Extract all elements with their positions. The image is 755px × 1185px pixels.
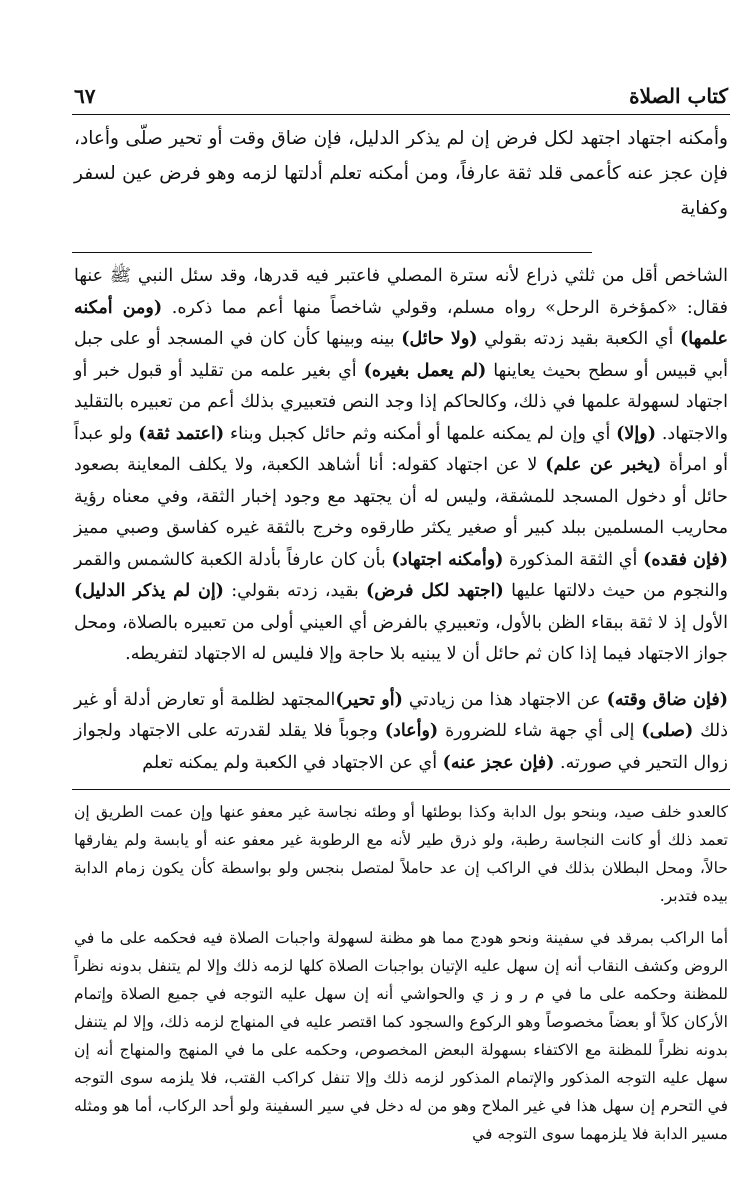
commentary-text: بينه وبينها كأن كان في المسجد أو على جبل أبي قبيس أو سطح بحيث يعاينها (74, 329, 729, 381)
commentary (72, 261, 730, 779)
main-text: وأمكنه اجتهاد اجتهد لكل فرض إن لم يذكر الدليل، فإن ضاق وقت أو تحير صلّى وأعاد، فإن عجز عنه كأعمى قلد ثقة عارفاً، ومن أمكنه تعلم أدلتها لزمه وهو فرض عين لسفر وكفاية (74, 128, 728, 219)
commentary-text: المجتهد لظلمة أو تعارض أدلة أو غير ذلك (74, 689, 729, 741)
running-title: كتاب الصلاة (629, 84, 728, 108)
commentary-text: الشاخص أقل من ثلثي ذراع لأنه سترة المصلي فاعتبر فيه قدرها، وقد سئل النبي ﷺ عنها فقال: «كمؤخرة الرحل» رواه مسلم، وقولي شاخصاً منها أعم مما ذكره. (74, 266, 728, 318)
lemma-bold: (ولا حائل) (401, 329, 478, 349)
lemma-bold: (إن لم يذكر الدليل) (74, 581, 224, 601)
commentary-text: وجوباً فلا يقلد لقدرته على الاجتهاد ولجواز زوال التحير في صورته. (74, 721, 728, 773)
commentary-text: أي وإن لم يمكنه علمها أو أمكنه وثم حائل كجبل وبناء (224, 423, 617, 444)
commentary-text: الأول إذ لا ثقة ببقاء الظن بالأول، وتعبيري بالفرض أي العيني أولى من تعبيره بالصلاة، ومحل جواز الاجتهاد فيما إذا كان ثم حائل أن لا يبنيه بلا حاجة وإلا فليس له الاجتهاد لتفريطه. (74, 612, 728, 664)
matn-divider (72, 252, 592, 253)
lemma-bold: (يخبر عن علم) (545, 455, 662, 475)
page-header (72, 76, 730, 115)
notes-paragraph-2: أما الراكب بمرقد في سفينة ونحو هودج مما هو مظنة لسهولة واجبات الصلاة فيه فحكمه على ما في الروض وكشف النقاب أنه إن سهل عليه الإتيان بواجبات الصلاة كلها لزمه ذلك وإلا لم يتنفل بدونه نظراً للمظنة وحكمه على ما في م ر و ز ي والحواشي أنه إن سهل عليه التوجه في جميع الصلاة وإتمام الأركان كلاً أو بعضاً مخصوصاً وهو الركوع والسجود كما اقتصر عليه في المنهاج لزمه ذلك، وإلا لم يتنفل بدونه نظراً للمظنة مع الاكتفاء بسهولة البعض المخصوص، وحكمه على ما في المنهج والمنهاج أنه إن سهل عليه التوجه المذكور والإتمام المذكور لزمه ذلك وإلا تنفل كراكب القتب، فلا يلزمه سوى التوجه في التحرم إن سهل هذا في غير الملاح وهو من له دخل في سير السفينة ولو أحد الركاب، أما هو ومثله مسير الدابة فلا يلزمهما سوى التوجه في (74, 929, 729, 1143)
lemma-bold: (اعتمد ثقة) (138, 423, 225, 444)
commentary-paragraph-1 (74, 261, 728, 671)
commentary-text: عن الاجتهاد هذا من زيادتي (402, 689, 607, 710)
book-page (72, 76, 730, 1148)
lemma-bold: (فإن فقده) (643, 549, 729, 570)
footnote-divider (72, 789, 730, 790)
commentary-text: ولو عبداً أو امرأة (74, 423, 728, 475)
lemma-bold: (اجتهد لكل فرض) (366, 581, 504, 601)
commentary-text: لا عن اجتهاد كقوله: أنا أشاهد الكعبة، ولا يكلف المعاينة بصعود حائل أو دخول المسجد للمشقة، وليس له أن يجتهد مع وجود إخبار الثقة، وفي معناه رؤية محاريب المسلمين ببلد كبير أو صغير يكثر طارقوه وخرج بالثقة غيره كفاسق وصبي مميز (74, 455, 728, 538)
lemma-bold: (أو تحير) (335, 689, 403, 710)
commentary-text: أي الكعبة بقيد زدته بقولي (477, 329, 680, 349)
lemma-bold: (وأعاد) (384, 721, 439, 741)
lemma-bold: (لم يعمل بغيره) (363, 360, 487, 381)
commentary-text: إلى أي جهة شاء للضرورة (438, 721, 642, 741)
marginal-notes (72, 798, 730, 1148)
notes-paragraph-1: كالعدو خلف صيد، وبنحو بول الدابة وكذا بوطئها أو وطئه نجاسة غير معفو عنها وإن عمت الطريق إن تعمد ذلك أو كانت النجاسة رطبة، ولو ذرق طير لأنه مع الرطوبة غير معفو عنه أو يابسة ولم يفارقها حالاً، ومحل البطلان بذلك في الراكب إن عد حاملاً لمتصل بنجس ولو بواسطة كأن يكون زمام الدابة بيده فتدبر. (74, 803, 728, 905)
commentary-text: أي الثقة المذكورة (503, 549, 644, 570)
commentary-paragraph-2 (74, 685, 728, 780)
commentary-text: بقيد، زدته بقولي: (223, 581, 366, 601)
commentary-text: أي عن الاجتهاد في الكعبة ولم يمكنه تعلم (142, 752, 443, 773)
commentary-text: أي بغير علمه من تقليد أو قبول خبر أو اجتهاد لسهولة علمها في ذلك، وكالحاكم إذا وجد النص فتعبيري بذلك أعم من تعبيره بالتقليد والاجتهاد. (74, 360, 728, 444)
lemma-bold: (صلى) (641, 721, 694, 741)
lemma-bold: (ومن أمكنه علمها) (74, 297, 728, 349)
lemma-bold: (وإلا) (616, 423, 657, 444)
commentary-text: بأن كان عارفاً بأدلة الكعبة كالشمس والقمر والنجوم من حيث دلالتها عليها (74, 549, 728, 601)
lemma-bold: (فإن ضاق وقته) (606, 689, 728, 710)
lemma-bold: (فإن عجز عنه) (442, 752, 555, 773)
lemma-bold: (وأمكنه اجتهاد) (391, 549, 504, 570)
page-number: ٦٧ (74, 84, 96, 108)
